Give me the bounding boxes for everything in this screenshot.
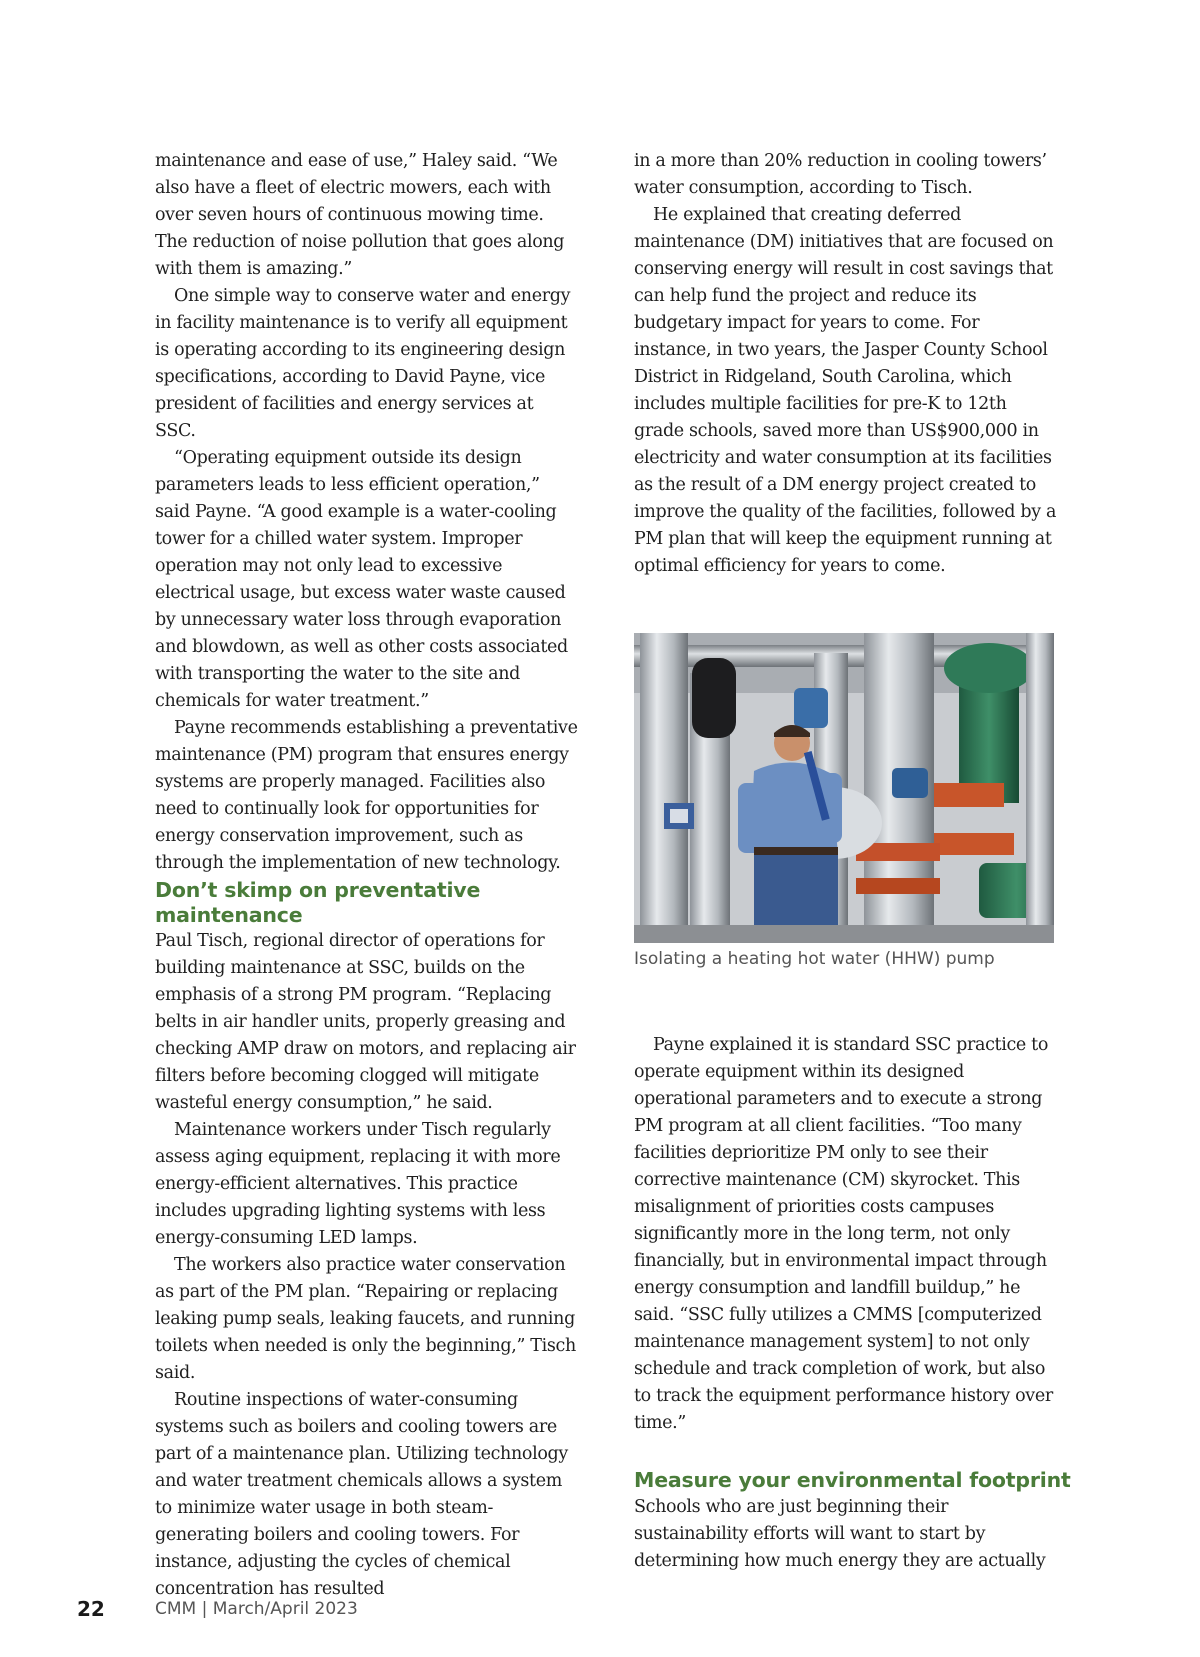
pump-room-photo <box>634 633 1054 943</box>
paragraph: One simple way to conserve water and energy in facility maintenance is to verify all equipment is operating according to its engineering design specifications, according to David Payne, vice president of facilities and energy services at SSC. <box>155 286 571 441</box>
paragraph: Maintenance workers under Tisch regularly assess aging equipment, replacing it with more energy-efficient alternatives. This practice includes upgrading lighting systems with less energy-consuming LED lamps. <box>155 1120 561 1248</box>
photo-caption: Isolating a heating hot water (HHW) pump <box>634 949 995 969</box>
section-heading-environmental-footprint: Measure your environmental footprint <box>634 1468 1071 1492</box>
section-heading-preventative-maintenance: Don’t skimp on preventative maintenance <box>155 878 481 927</box>
paragraph: Schools who are just beginning their sustainability efforts will want to start by determining how much energy they are actually <box>634 1497 1046 1571</box>
publication-footer: CMM | March/April 2023 <box>155 1599 358 1619</box>
paragraph: Payne explained it is standard SSC practice to operate equipment within its designed operational parameters and to execute a strong PM program at all client facilities. “Too many facilities deprioritize PM only to see their corrective maintenance (CM) skyrocket. This misalignment of priorities costs campuses significantly more in the long term, not only financially, but in environmental impact through energy consumption and landfill buildup,” he said. “SSC fully utilizes a CMMS [computerized maintenance management system] to not only schedule and track completion of work, but also to track the equipment performance history over time.” <box>634 1035 1053 1433</box>
left-column-body <box>155 148 579 877</box>
paragraph: Paul Tisch, regional director of operations for building maintenance at SSC, builds on the emphasis of a strong PM program. “Replacing belts in air handler units, properly greasing and checking AMP draw on motors, and replacing air filters before becoming clogged will mitigate wasteful energy consumption,” he said. <box>155 931 576 1113</box>
right-column-body <box>634 148 1058 580</box>
paragraph: The workers also practice water conservation as part of the PM plan. “Repairing or replacing leaking pump seals, leaking faucets, and running toilets when needed is only the beginning,” Tisch said. <box>155 1255 576 1383</box>
page-number: 22 <box>77 1597 105 1621</box>
paragraph: Routine inspections of water-consuming systems such as boilers and cooling towers are part of a maintenance plan. Utilizing technology and water treatment chemicals allows a system to minimize water usage in both steam-generating boilers and cooling towers. For instance, adjusting the cycles of chemical concentration has resulted <box>155 1390 568 1599</box>
right-column-body-final <box>634 1494 1058 1575</box>
left-column-body-section <box>155 928 579 1603</box>
paragraph: maintenance and ease of use,” Haley said. “We also have a fleet of electric mowers, each with over seven hours of continuous mowing time. The reduction of noise pollution that goes along with them is amazing.” <box>155 151 565 279</box>
paragraph: in a more than 20% reduction in cooling towers’ water consumption, according to Tisch. <box>634 151 1047 198</box>
paragraph: He explained that creating deferred maintenance (DM) initiatives that are focused on conserving energy will result in cost savings that can help fund the project and reduce its budgetary impact for years to come. For instance, in two years, the Jasper County School District in Ridgeland, South Carolina, which includes multiple facilities for pre-K to 12th grade schools, saved more than US$900,000 in electricity and water consumption at its facilities as the result of a DM energy project created to improve the quality of the facilities, followed by a PM plan that will keep the equipment running at optimal efficiency for years to come. <box>634 205 1057 576</box>
paragraph: “Operating equipment outside its design parameters leads to less efficient operation,” said Payne. “A good example is a water-cooling tower for a chilled water system. Improper operation may not only lead to excessive electrical usage, but excess water waste caused by unnecessary water loss through evaporation and blowdown, as well as other costs associated with transporting the water to the site and chemicals for water treatment.” <box>155 448 568 711</box>
right-column-body-lower <box>634 1032 1058 1437</box>
paragraph: Payne recommends establishing a preventative maintenance (PM) program that ensures energy systems are properly managed. Facilities also need to continually look for opportunities for energy conservation improvement, such as through the implementation of new technology. <box>155 718 578 873</box>
